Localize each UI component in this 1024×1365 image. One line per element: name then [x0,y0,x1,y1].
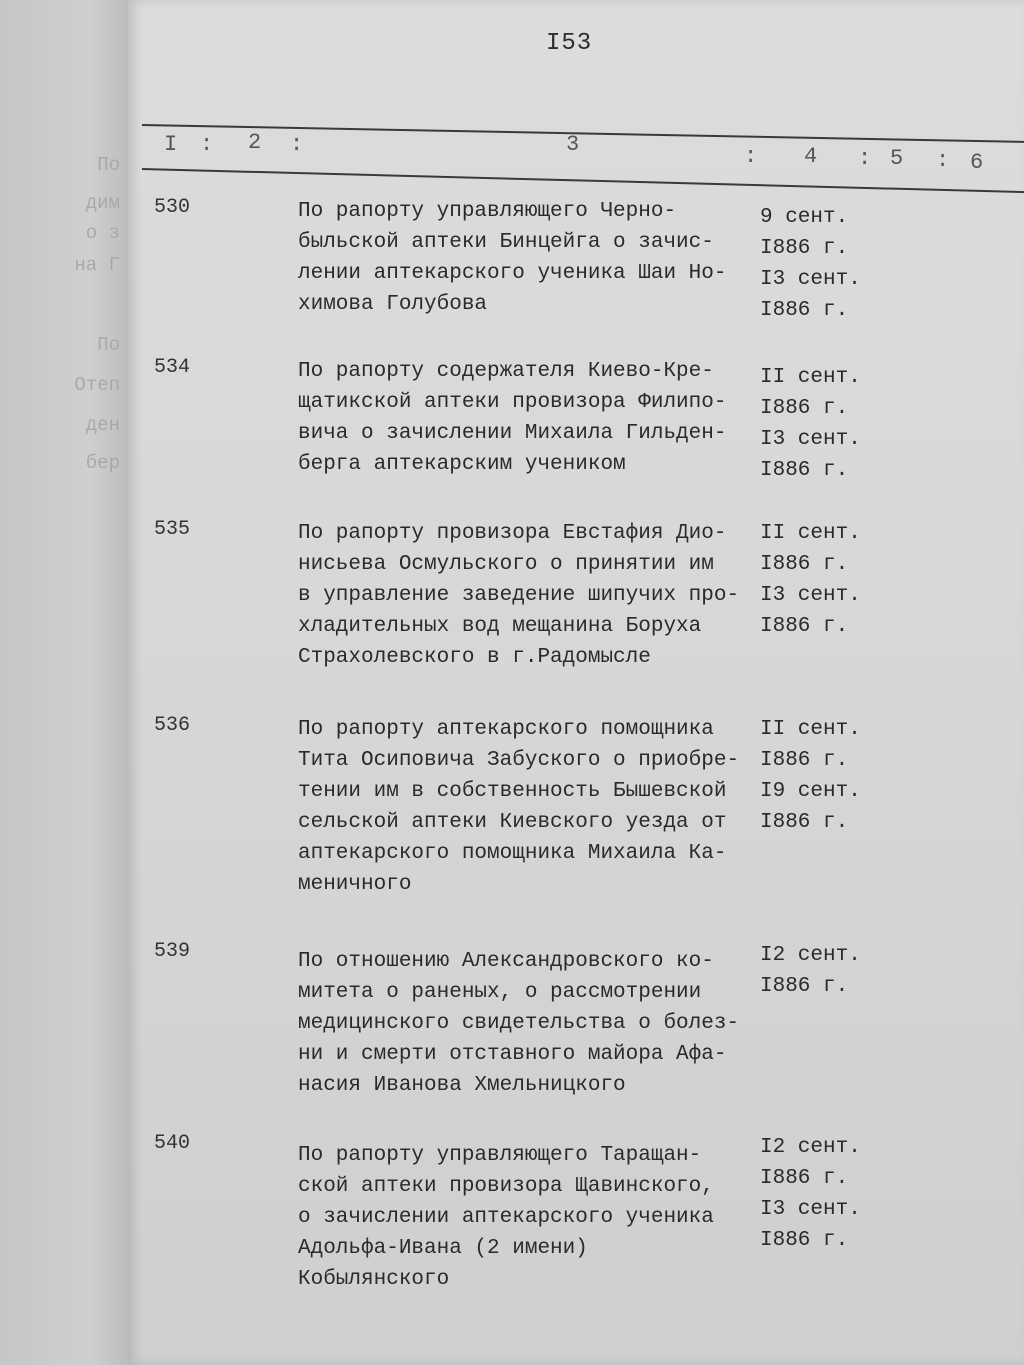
bleed-text: Отеп [74,374,120,396]
entry-dates [760,362,870,486]
date-line: I886 г. [760,975,849,998]
date-line: I886 г. [760,749,849,772]
description-line: ни и смерти отставного майора Афа- [298,1043,727,1066]
entry-description [298,946,758,1101]
bleed-text: По [97,154,120,176]
description-line: По отношению Александровского ко- [298,950,714,973]
description-line: По рапорту провизора Евстафия Дио- [298,522,727,545]
date-line: I3 сент. [760,1198,861,1221]
entry-description [298,356,758,480]
date-line: II сент. [760,522,861,545]
date-line: I3 сент. [760,428,861,451]
description-line: По рапорту содержателя Киево-Кре- [298,360,714,383]
date-line: I886 г. [760,1167,849,1190]
description-line: химова Голубова [298,293,488,316]
column-header-2: 2 [248,130,262,155]
bleed-text: бер [85,452,120,474]
date-line: I2 сент. [760,1136,861,1159]
column-header-6: 6 [970,150,984,175]
description-line: о зачислении аптекарского ученика [298,1206,714,1229]
entry-dates [760,714,870,838]
description-line: По рапорту аптекарского помощника [298,718,714,741]
description-line: Страхолевского в г.Радомысле [298,646,651,669]
column-separator: : [744,144,758,169]
description-line: тении им в собственность Бышевской [298,780,727,803]
column-header-1: I [164,132,178,157]
column-separator: : [936,148,950,173]
description-line: быльской аптеки Бинцейга о зачис- [298,231,714,254]
date-line: II сент. [760,366,861,389]
description-line: меничного [298,873,412,896]
date-line: I886 г. [760,459,849,482]
description-line: По рапорту управляющего Таращан- [298,1144,702,1167]
description-line: Адольфа-Ивана (2 имени) [298,1237,588,1260]
entry-dates [760,518,870,642]
description-line: По рапорту управляющего Черно- [298,200,677,223]
bleed-text: По [97,334,120,356]
date-line: 9 сент. [760,206,849,229]
description-line: хладительных вод мещанина Боруха [298,615,702,638]
entry-number: 530 [154,196,191,219]
column-header-3: 3 [566,132,580,157]
column-header-4: 4 [804,144,818,169]
date-line: I886 г. [760,299,849,322]
date-line: II сент. [760,718,861,741]
date-line: I886 г. [760,397,849,420]
date-line: I886 г. [760,811,849,834]
description-line: вича о зачислении Михаила Гильден- [298,422,727,445]
entry-number: 540 [154,1132,191,1155]
bleed-text: ден [85,414,120,436]
description-line: ской аптеки провизора Щавинского, [298,1175,714,1198]
previous-page-edge [0,0,128,1365]
date-line: I886 г. [760,615,849,638]
column-separator: : [290,132,304,157]
entry-dates [760,202,870,326]
description-line: лении аптекарского ученика Шаи Но- [298,262,727,285]
column-header-5: 5 [890,146,904,171]
entry-number: 534 [154,356,191,379]
date-line: I886 г. [760,553,849,576]
description-line: в управление заведение шипучих про- [298,584,740,607]
entry-dates [760,940,870,1002]
column-separator: : [200,132,214,157]
entry-number: 535 [154,518,191,541]
description-line: Кобылянского [298,1268,450,1291]
entry-description [298,714,758,900]
description-line: берга аптекарским учеником [298,453,626,476]
bleed-text: о з [85,222,120,244]
entry-dates [760,1132,870,1256]
entry-number: 536 [154,714,191,737]
date-line: I3 сент. [760,268,861,291]
entry-description [298,196,758,320]
column-separator: : [858,146,872,171]
description-line: насия Иванова Хмельницкого [298,1074,626,1097]
description-line: Тита Осиповича Забуского о приобре- [298,749,740,772]
date-line: I886 г. [760,237,849,260]
description-line: нисьева Осмульского о принятии им [298,553,714,576]
date-line: I9 сент. [760,780,861,803]
entry-description [298,1140,758,1295]
page-number: I53 [546,30,593,57]
date-line: I3 сент. [760,584,861,607]
description-line: сельской аптеки Киевского уезда от [298,811,727,834]
date-line: I2 сент. [760,944,861,967]
entry-number: 539 [154,940,191,963]
bleed-text: на Г [74,254,120,276]
description-line: аптекарского помощника Михаила Ка- [298,842,727,865]
date-line: I886 г. [760,1229,849,1252]
description-line: щатикской аптеки провизора Филипо- [298,391,727,414]
bleed-text: дим [85,192,120,214]
entry-description [298,518,758,673]
description-line: медицинского свидетельства о болез- [298,1012,740,1035]
description-line: митета о раненых, о рассмотрении [298,981,702,1004]
document-page [128,0,1024,1365]
header-rule-top [142,124,1024,143]
header-rule-bottom [142,168,1024,194]
